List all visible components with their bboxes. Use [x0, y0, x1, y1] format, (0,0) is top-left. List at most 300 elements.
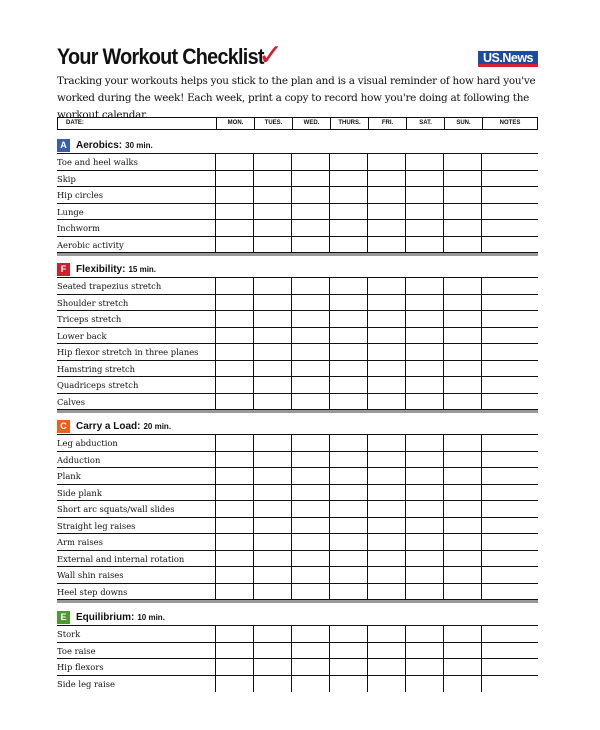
- exercise-row: [57, 344, 538, 361]
- exercise-row: [57, 643, 538, 660]
- exercise-label: Aerobic activity: [57, 239, 124, 250]
- day-checkbox-cell[interactable]: [443, 676, 481, 693]
- day-checkbox-cell[interactable]: [253, 237, 291, 253]
- day-checkbox-cell[interactable]: [329, 328, 367, 344]
- header-fri: FRI.: [368, 118, 406, 129]
- day-checkbox-cell[interactable]: [215, 567, 253, 583]
- day-checkbox-cell[interactable]: [367, 278, 405, 294]
- notes-cell[interactable]: [481, 435, 538, 451]
- day-checkbox-cell[interactable]: [215, 676, 253, 693]
- day-checkbox-cell[interactable]: [291, 204, 329, 220]
- day-checkbox-cell[interactable]: [253, 468, 291, 484]
- exercise-row: [57, 626, 538, 643]
- exercise-label: Heel step downs: [57, 586, 128, 597]
- day-checkbox-cell[interactable]: [291, 187, 329, 203]
- notes-cell[interactable]: [481, 204, 538, 220]
- day-checkbox-cell[interactable]: [405, 220, 443, 236]
- section-name: Flexibility:: [76, 263, 126, 275]
- notes-cell[interactable]: [481, 171, 538, 187]
- day-checkbox-cell[interactable]: [329, 394, 367, 410]
- day-checkbox-cell[interactable]: [329, 518, 367, 534]
- day-checkbox-cell[interactable]: [253, 551, 291, 567]
- day-checkbox-cell[interactable]: [291, 435, 329, 451]
- day-checkbox-cell[interactable]: [291, 278, 329, 294]
- exercise-row: [57, 534, 538, 551]
- day-checkbox-cell[interactable]: [443, 534, 481, 550]
- day-checkbox-cell[interactable]: [367, 394, 405, 410]
- day-checkbox-cell[interactable]: [329, 220, 367, 236]
- day-checkbox-cell[interactable]: [329, 187, 367, 203]
- header-wed: WED.: [292, 118, 330, 129]
- day-checkbox-cell[interactable]: [215, 295, 253, 311]
- day-checkbox-cell[interactable]: [291, 452, 329, 468]
- day-checkbox-cell[interactable]: [253, 626, 291, 642]
- day-checkbox-cell[interactable]: [291, 626, 329, 642]
- day-checkbox-cell[interactable]: [367, 452, 405, 468]
- day-checkbox-cell[interactable]: [215, 626, 253, 642]
- exercise-label: Toe raise: [57, 645, 96, 656]
- notes-cell[interactable]: [481, 584, 538, 600]
- notes-cell[interactable]: [481, 659, 538, 675]
- day-checkbox-cell[interactable]: [405, 187, 443, 203]
- day-checkbox-cell[interactable]: [215, 154, 253, 170]
- day-checkbox-cell[interactable]: [443, 518, 481, 534]
- day-checkbox-cell[interactable]: [405, 676, 443, 693]
- day-checkbox-cell[interactable]: [215, 377, 253, 393]
- day-checkbox-cell[interactable]: [215, 435, 253, 451]
- day-checkbox-cell[interactable]: [253, 220, 291, 236]
- header-tues: TUES.: [254, 118, 292, 129]
- exercise-row: [57, 584, 538, 601]
- notes-cell[interactable]: [481, 278, 538, 294]
- section-letter-badge: E: [57, 611, 70, 624]
- day-checkbox-cell[interactable]: [367, 435, 405, 451]
- exercise-row: [57, 171, 538, 188]
- day-checkbox-cell[interactable]: [329, 567, 367, 583]
- day-checkbox-cell[interactable]: [367, 344, 405, 360]
- day-checkbox-cell[interactable]: [367, 171, 405, 187]
- day-checkbox-cell[interactable]: [291, 501, 329, 517]
- day-checkbox-cell[interactable]: [443, 626, 481, 642]
- day-checkbox-cell[interactable]: [215, 551, 253, 567]
- notes-cell[interactable]: [481, 187, 538, 203]
- day-checkbox-cell[interactable]: [367, 485, 405, 501]
- day-checkbox-cell[interactable]: [215, 278, 253, 294]
- exercise-label: Adduction: [57, 454, 101, 465]
- day-checkbox-cell[interactable]: [329, 643, 367, 659]
- day-checkbox-cell[interactable]: [405, 204, 443, 220]
- day-checkbox-cell[interactable]: [367, 626, 405, 642]
- checkmark-icon: ✓: [258, 38, 284, 73]
- section-a: [57, 137, 538, 256]
- exercise-label: Arm raises: [57, 537, 103, 547]
- day-checkbox-cell[interactable]: [405, 501, 443, 517]
- day-checkbox-cell[interactable]: [443, 468, 481, 484]
- day-checkbox-cell[interactable]: [253, 328, 291, 344]
- day-checkbox-cell[interactable]: [405, 278, 443, 294]
- day-checkbox-cell[interactable]: [215, 468, 253, 484]
- notes-cell[interactable]: [481, 452, 538, 468]
- day-checkbox-cell[interactable]: [405, 643, 443, 659]
- day-checkbox-cell[interactable]: [367, 584, 405, 600]
- notes-cell[interactable]: [481, 154, 538, 170]
- section-c: [57, 418, 538, 603]
- day-checkbox-cell[interactable]: [291, 485, 329, 501]
- exercise-label: Inchworm: [57, 223, 100, 233]
- day-checkbox-cell[interactable]: [253, 361, 291, 377]
- day-checkbox-cell[interactable]: [253, 485, 291, 501]
- day-checkbox-cell[interactable]: [367, 518, 405, 534]
- day-checkbox-cell[interactable]: [443, 551, 481, 567]
- day-checkbox-cell[interactable]: [367, 204, 405, 220]
- day-checkbox-cell[interactable]: [367, 295, 405, 311]
- day-checkbox-cell[interactable]: [253, 659, 291, 675]
- day-checkbox-cell[interactable]: [291, 377, 329, 393]
- exercise-label: Side plank: [57, 487, 102, 498]
- day-checkbox-cell[interactable]: [253, 501, 291, 517]
- day-checkbox-cell[interactable]: [215, 237, 253, 253]
- notes-cell[interactable]: [481, 676, 538, 693]
- exercise-row: [57, 295, 538, 312]
- day-checkbox-cell[interactable]: [367, 551, 405, 567]
- exercise-label: Short arc squats/wall slides: [57, 504, 175, 514]
- header-date: DATE:: [66, 120, 84, 126]
- section-letter-badge: F: [57, 263, 70, 276]
- day-checkbox-cell[interactable]: [291, 394, 329, 410]
- day-checkbox-cell[interactable]: [443, 584, 481, 600]
- day-checkbox-cell[interactable]: [405, 377, 443, 393]
- day-checkbox-cell[interactable]: [253, 377, 291, 393]
- day-checkbox-cell[interactable]: [291, 534, 329, 550]
- day-checkbox-cell[interactable]: [329, 295, 367, 311]
- day-checkbox-cell[interactable]: [405, 237, 443, 253]
- day-checkbox-cell[interactable]: [367, 534, 405, 550]
- day-checkbox-cell[interactable]: [329, 659, 367, 675]
- day-checkbox-cell[interactable]: [291, 659, 329, 675]
- day-checkbox-cell[interactable]: [329, 485, 367, 501]
- day-checkbox-cell[interactable]: [443, 295, 481, 311]
- day-checkbox-cell[interactable]: [329, 452, 367, 468]
- day-checkbox-cell[interactable]: [329, 361, 367, 377]
- exercise-label: Straight leg raises: [57, 520, 136, 531]
- day-checkbox-cell[interactable]: [291, 584, 329, 600]
- day-checkbox-cell[interactable]: [253, 567, 291, 583]
- notes-cell[interactable]: [481, 626, 538, 642]
- day-checkbox-cell[interactable]: [291, 676, 329, 693]
- day-checkbox-cell[interactable]: [215, 171, 253, 187]
- exercise-label: Side leg raise: [57, 678, 115, 689]
- exercise-row: [57, 361, 538, 378]
- notes-cell[interactable]: [481, 534, 538, 550]
- exercise-label: Wall shin raises: [57, 570, 124, 580]
- exercise-label: Leg abduction: [57, 438, 118, 448]
- day-checkbox-cell[interactable]: [443, 154, 481, 170]
- notes-cell[interactable]: [481, 295, 538, 311]
- day-checkbox-cell[interactable]: [253, 394, 291, 410]
- section-duration: 20 min.: [143, 421, 172, 431]
- day-checkbox-cell[interactable]: [215, 501, 253, 517]
- day-checkbox-cell[interactable]: [367, 187, 405, 203]
- day-checkbox-cell[interactable]: [291, 551, 329, 567]
- day-checkbox-cell[interactable]: [405, 154, 443, 170]
- day-checkbox-cell[interactable]: [215, 659, 253, 675]
- notes-cell[interactable]: [481, 311, 538, 327]
- exercise-row: [57, 220, 538, 237]
- day-checkbox-cell[interactable]: [367, 377, 405, 393]
- exercise-row: [57, 311, 538, 328]
- day-checkbox-cell[interactable]: [291, 468, 329, 484]
- day-checkbox-cell[interactable]: [443, 187, 481, 203]
- notes-cell[interactable]: [481, 220, 538, 236]
- section-duration: 15 min.: [128, 264, 157, 274]
- day-checkbox-cell[interactable]: [443, 278, 481, 294]
- header-thurs: THURS.: [330, 118, 368, 129]
- day-checkbox-cell[interactable]: [405, 435, 443, 451]
- day-checkbox-cell[interactable]: [329, 171, 367, 187]
- day-checkbox-cell[interactable]: [443, 311, 481, 327]
- exercise-label: Toe and heel walks: [57, 157, 138, 167]
- section-header: [57, 609, 538, 626]
- notes-cell[interactable]: [481, 328, 538, 344]
- day-checkbox-cell[interactable]: [443, 643, 481, 659]
- notes-cell[interactable]: [481, 518, 538, 534]
- exercise-row: [57, 485, 538, 502]
- day-checkbox-cell[interactable]: [443, 328, 481, 344]
- day-checkbox-cell[interactable]: [367, 361, 405, 377]
- exercise-row: [57, 659, 538, 676]
- day-checkbox-cell[interactable]: [253, 584, 291, 600]
- day-checkbox-cell[interactable]: [443, 567, 481, 583]
- page-title: Your Workout Checklist: [57, 44, 264, 69]
- day-checkbox-cell[interactable]: [215, 204, 253, 220]
- day-checkbox-cell[interactable]: [253, 171, 291, 187]
- day-checkbox-cell[interactable]: [367, 237, 405, 253]
- day-checkbox-cell[interactable]: [253, 187, 291, 203]
- section-divider: [57, 600, 538, 603]
- day-checkbox-cell[interactable]: [405, 468, 443, 484]
- day-checkbox-cell[interactable]: [443, 237, 481, 253]
- day-checkbox-cell[interactable]: [405, 344, 443, 360]
- day-checkbox-cell[interactable]: [215, 584, 253, 600]
- day-checkbox-cell[interactable]: [329, 676, 367, 693]
- notes-cell[interactable]: [481, 643, 538, 659]
- day-checkbox-cell[interactable]: [329, 237, 367, 253]
- day-checkbox-cell[interactable]: [291, 171, 329, 187]
- exercise-label: Calves: [57, 396, 86, 407]
- notes-cell[interactable]: [481, 394, 538, 410]
- day-checkbox-cell[interactable]: [405, 534, 443, 550]
- day-checkbox-cell[interactable]: [443, 435, 481, 451]
- day-checkbox-cell[interactable]: [405, 295, 443, 311]
- day-checkbox-cell[interactable]: [405, 394, 443, 410]
- day-checkbox-cell[interactable]: [405, 551, 443, 567]
- exercise-row: [57, 567, 538, 584]
- notes-cell[interactable]: [481, 551, 538, 567]
- day-checkbox-cell[interactable]: [215, 485, 253, 501]
- intro-text: Tracking your workouts helps you stick to the plan and is a visual reminder of how hard you've worked during the week! Each week, print a copy to record how you're doing at following the workout calendar.: [57, 75, 536, 121]
- notes-cell[interactable]: [481, 344, 538, 360]
- notes-cell[interactable]: [481, 485, 538, 501]
- day-checkbox-cell[interactable]: [291, 295, 329, 311]
- section-header: [57, 418, 538, 435]
- day-checkbox-cell[interactable]: [329, 154, 367, 170]
- day-checkbox-cell[interactable]: [253, 278, 291, 294]
- section-duration: 30 min.: [125, 140, 153, 150]
- day-checkbox-cell[interactable]: [405, 518, 443, 534]
- day-checkbox-cell[interactable]: [443, 501, 481, 517]
- day-checkbox-cell[interactable]: [215, 220, 253, 236]
- day-checkbox-cell[interactable]: [443, 220, 481, 236]
- section-divider: [57, 410, 538, 413]
- section-name: Equilibrium:: [76, 611, 135, 623]
- day-checkbox-cell[interactable]: [367, 643, 405, 659]
- day-checkbox-cell[interactable]: [291, 220, 329, 236]
- section-header: [57, 261, 538, 278]
- day-checkbox-cell[interactable]: [291, 154, 329, 170]
- exercise-row: [57, 204, 538, 221]
- day-checkbox-cell[interactable]: [367, 328, 405, 344]
- day-checkbox-cell[interactable]: [443, 452, 481, 468]
- day-checkbox-cell[interactable]: [291, 328, 329, 344]
- day-checkbox-cell[interactable]: [367, 567, 405, 583]
- day-checkbox-cell[interactable]: [253, 452, 291, 468]
- day-checkbox-cell[interactable]: [215, 328, 253, 344]
- day-checkbox-cell[interactable]: [443, 171, 481, 187]
- day-checkbox-cell[interactable]: [443, 204, 481, 220]
- exercise-label: Hip flexor stretch in three planes: [57, 347, 199, 357]
- day-checkbox-cell[interactable]: [291, 643, 329, 659]
- section-name: Aerobics:: [76, 139, 123, 151]
- notes-cell[interactable]: [481, 501, 538, 517]
- exercise-label: Plank: [57, 471, 81, 481]
- day-checkbox-cell[interactable]: [443, 659, 481, 675]
- day-checkbox-cell[interactable]: [253, 311, 291, 327]
- exercise-row: [57, 452, 538, 469]
- section-f: [57, 261, 538, 413]
- day-checkbox-cell[interactable]: [329, 278, 367, 294]
- exercise-label: Hip circles: [57, 190, 104, 200]
- notes-cell[interactable]: [481, 468, 538, 484]
- day-checkbox-cell[interactable]: [253, 204, 291, 220]
- day-checkbox-cell[interactable]: [215, 643, 253, 659]
- day-checkbox-cell[interactable]: [215, 311, 253, 327]
- day-checkbox-cell[interactable]: [405, 328, 443, 344]
- day-checkbox-cell[interactable]: [443, 485, 481, 501]
- day-checkbox-cell[interactable]: [405, 567, 443, 583]
- day-checkbox-cell[interactable]: [405, 361, 443, 377]
- day-checkbox-cell[interactable]: [329, 626, 367, 642]
- exercise-row: [57, 187, 538, 204]
- header-sun: SUN.: [444, 118, 482, 129]
- notes-cell[interactable]: [481, 237, 538, 253]
- day-checkbox-cell[interactable]: [329, 534, 367, 550]
- section-name: Carry a Load:: [76, 420, 141, 432]
- day-checkbox-cell[interactable]: [253, 154, 291, 170]
- day-checkbox-cell[interactable]: [443, 377, 481, 393]
- day-checkbox-cell[interactable]: [291, 361, 329, 377]
- day-checkbox-cell[interactable]: [329, 435, 367, 451]
- day-checkbox-cell[interactable]: [253, 435, 291, 451]
- day-checkbox-cell[interactable]: [329, 551, 367, 567]
- day-checkbox-cell[interactable]: [367, 220, 405, 236]
- day-checkbox-cell[interactable]: [405, 626, 443, 642]
- day-checkbox-cell[interactable]: [253, 643, 291, 659]
- day-checkbox-cell[interactable]: [291, 237, 329, 253]
- day-checkbox-cell[interactable]: [329, 468, 367, 484]
- exercise-label: Quadriceps stretch: [57, 380, 139, 390]
- us-news-logo: US.News: [478, 51, 538, 67]
- day-checkbox-cell[interactable]: [329, 311, 367, 327]
- section-header: [57, 137, 538, 154]
- day-checkbox-cell[interactable]: [405, 452, 443, 468]
- header-sat: SAT.: [406, 118, 444, 129]
- day-checkbox-cell[interactable]: [443, 344, 481, 360]
- day-checkbox-cell[interactable]: [367, 154, 405, 170]
- day-checkbox-cell[interactable]: [215, 534, 253, 550]
- exercise-row: [57, 468, 538, 485]
- section-duration: 10 min.: [137, 612, 165, 622]
- exercise-label: Seated trapezius stretch: [57, 281, 162, 291]
- day-checkbox-cell[interactable]: [253, 534, 291, 550]
- day-checkbox-cell[interactable]: [291, 567, 329, 583]
- notes-cell[interactable]: [481, 567, 538, 583]
- day-checkbox-cell[interactable]: [405, 485, 443, 501]
- section-letter-badge: A: [57, 139, 70, 152]
- day-checkbox-cell[interactable]: [367, 468, 405, 484]
- exercise-label: Triceps stretch: [57, 314, 122, 324]
- section-divider: [57, 253, 538, 256]
- day-checkbox-cell[interactable]: [253, 518, 291, 534]
- day-checkbox-cell[interactable]: [405, 171, 443, 187]
- day-checkbox-cell[interactable]: [291, 344, 329, 360]
- day-checkbox-cell[interactable]: [329, 344, 367, 360]
- day-checkbox-cell[interactable]: [367, 659, 405, 675]
- exercise-label: Shoulder stretch: [57, 297, 129, 308]
- exercise-label: Skip: [57, 173, 76, 184]
- notes-cell[interactable]: [481, 377, 538, 393]
- day-checkbox-cell[interactable]: [253, 344, 291, 360]
- day-checkbox-cell[interactable]: [215, 518, 253, 534]
- exercise-row: [57, 435, 538, 452]
- day-checkbox-cell[interactable]: [443, 361, 481, 377]
- day-checkbox-cell[interactable]: [329, 584, 367, 600]
- exercise-row: [57, 278, 538, 295]
- day-checkbox-cell[interactable]: [215, 394, 253, 410]
- day-checkbox-cell[interactable]: [405, 311, 443, 327]
- day-checkbox-cell[interactable]: [215, 344, 253, 360]
- day-checkbox-cell[interactable]: [215, 361, 253, 377]
- day-checkbox-cell[interactable]: [253, 676, 291, 693]
- exercise-label: Lunge: [57, 206, 84, 217]
- day-checkbox-cell[interactable]: [367, 676, 405, 693]
- day-checkbox-cell[interactable]: [405, 659, 443, 675]
- day-checkbox-cell[interactable]: [405, 584, 443, 600]
- notes-cell[interactable]: [481, 361, 538, 377]
- day-checkbox-cell[interactable]: [367, 311, 405, 327]
- day-checkbox-cell[interactable]: [215, 452, 253, 468]
- header-notes: NOTES: [482, 118, 537, 129]
- day-checkbox-cell[interactable]: [329, 377, 367, 393]
- exercise-label: Lower back: [57, 330, 107, 341]
- day-checkbox-cell[interactable]: [367, 501, 405, 517]
- day-checkbox-cell[interactable]: [329, 204, 367, 220]
- day-checkbox-cell[interactable]: [253, 295, 291, 311]
- day-checkbox-cell[interactable]: [329, 501, 367, 517]
- day-checkbox-cell[interactable]: [291, 311, 329, 327]
- day-checkbox-cell[interactable]: [443, 394, 481, 410]
- day-checkbox-cell[interactable]: [291, 518, 329, 534]
- day-checkbox-cell[interactable]: [215, 187, 253, 203]
